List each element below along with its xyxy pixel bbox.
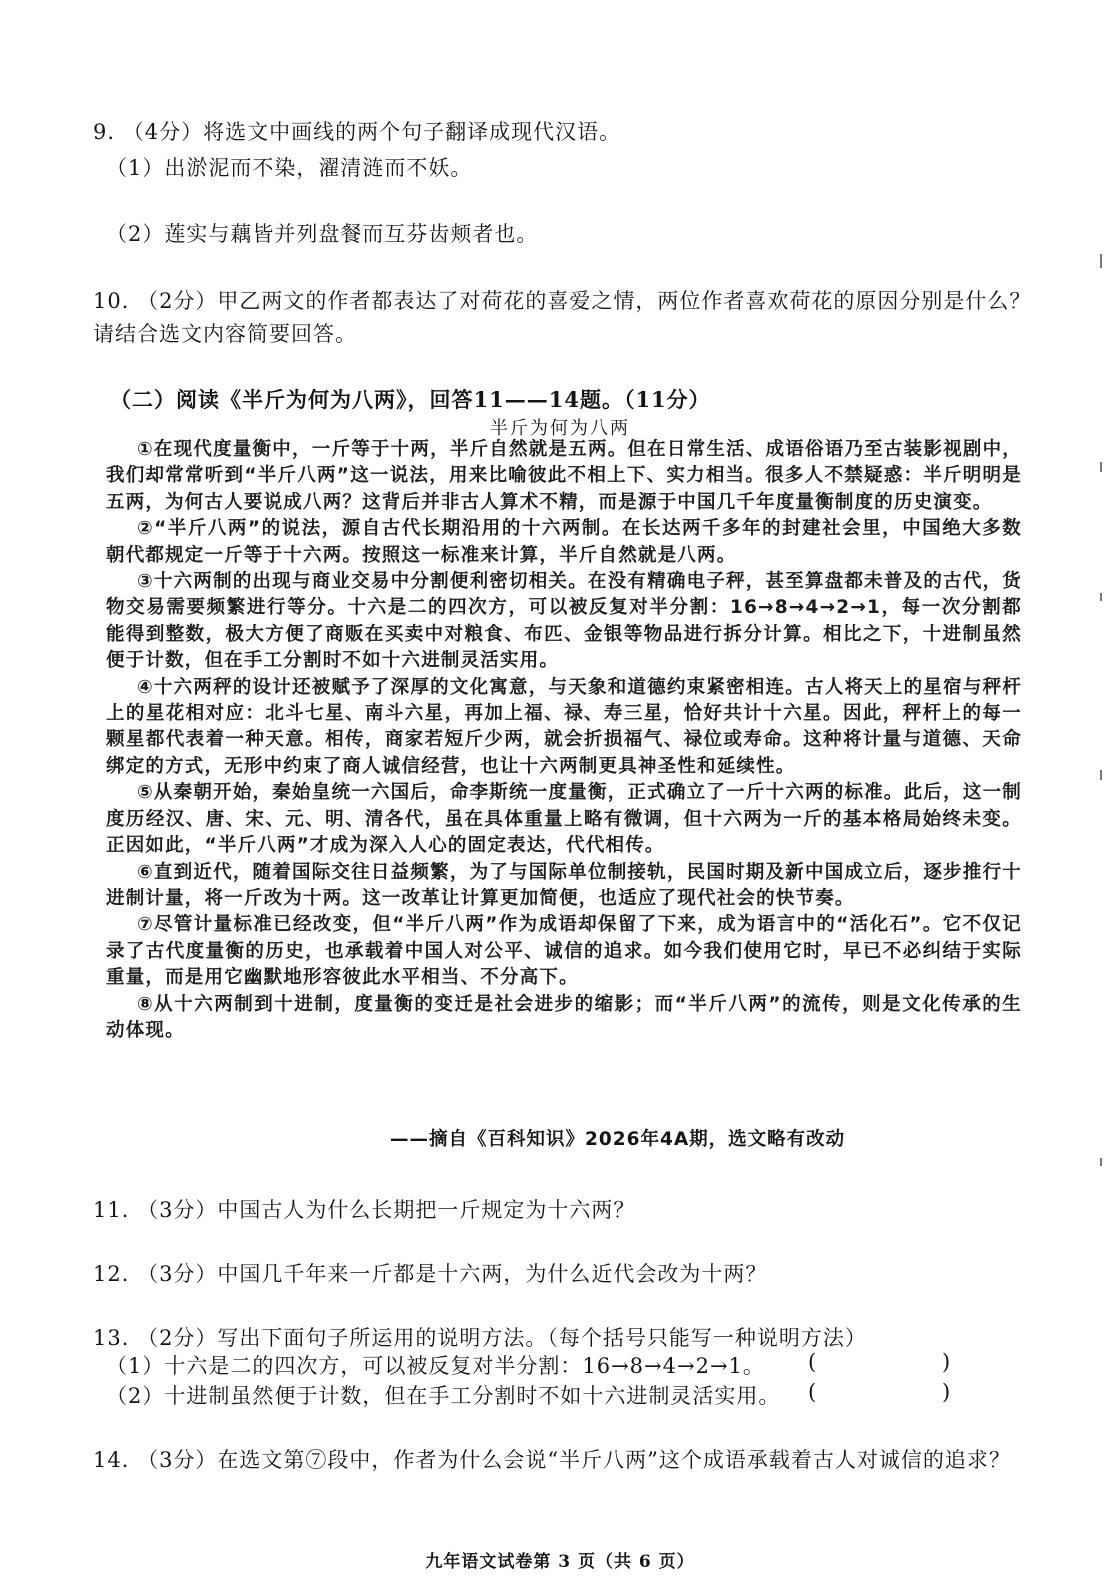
article-paragraph-2: ②“半斤八两”的说法，源自古代长期沿用的十六两制。在长达两千多年的封建社会里，中国绝大多数朝代都规定一斤等于十六两。按照这一标准来计算，半斤自然就是八两。 — [106, 518, 1022, 566]
scan-artifact — [1100, 770, 1102, 780]
answer-bracket-2-close: ) — [942, 1380, 951, 1404]
scan-artifact — [1100, 1158, 1102, 1166]
question-10-line-2: 请结合选文内容简要回答。 — [93, 322, 357, 346]
question-10-line-1: 10. （2分）甲乙两文的作者都表达了对荷花的喜爱之情，两位作者喜欢荷花的原因分别是什么？ — [93, 289, 1032, 313]
article-paragraph-4: ④十六两秤的设计还被赋予了深厚的文化寓意，与天象和道德约束紧密相连。古人将天上的星宿与秤杆上的星花相对应：北斗七星、南斗六星，再加上福、禄、寿三星，恰好共计十六星。因此，秤杆上的每一颗星都代表着一种天意。相传，商家若短斤少两，就会折损福气、禄位或寿命。这种将计量与道德、天命绑定的方式，无形中约束了商人诚信经营，也让十六两制更具神圣性和延续性。 — [106, 676, 1022, 777]
article-paragraph-7: ⑦尽管计量标准已经改变，但“半斤八两”作为成语却保留了下来，成为语言中的“活化石”。它不仅记录了古代度量衡的历史，也承载着中国人对公平、诚信的追求。如今我们使用它时，早已不必纠结于实际重量，而是用它幽默地形容彼此水平相当、不分高下。 — [106, 914, 1022, 989]
article-title: 半斤为何为八两 — [490, 418, 630, 439]
question-9-stem: 9. （4分）将选文中画线的两个句子翻译成现代汉语。 — [93, 120, 622, 144]
article-paragraph-5: ⑤从秦朝开始，秦始皇统一六国后，命李斯统一度量衡，正式确立了一斤十六两的标准。此后，这一制度历经汉、唐、宋、元、明、清各代，虽在具体重量上略有微调，但十六两为一斤的基本格局始终未变。正因如此，“半斤八两”才成为深入人心的固定表达，代代相传。 — [106, 782, 1022, 857]
scan-artifact — [1100, 462, 1102, 472]
question-14: 14. （3分）在选文第⑦段中，作者为什么会说“半斤八两”这个成语承载着古人对诚信的追求？ — [93, 1448, 1011, 1472]
question-9-sub-2: （2）莲实与藕皆并列盘餐而互芬齿颊者也。 — [106, 222, 539, 246]
page-footer: 九年语文试卷第 3 页（共 6 页） — [425, 1552, 695, 1572]
section-2-heading: （二）阅读《半斤为何为八两》，回答11——14题。（11分） — [110, 387, 711, 412]
article-source: ——摘自《百科知识》2026年4A期，选文略有改动 — [390, 1129, 846, 1150]
answer-bracket-1-close: ) — [942, 1350, 951, 1374]
article-paragraph-1: ①在现代度量衡中，一斤等于十两，半斤自然就是五两。但在日常生活、成语俗语乃至古装影视剧中，我们却常常听到“半斤八两”这一说法，用来比喻彼此不相上下、实力相当。很多人不禁疑惑：半斤明明是五两，为何古人要说成八两？这背后并非古人算术不精，而是源于中国几千年度量衡制度的历史演变。 — [106, 439, 1022, 513]
question-13-sub-1: （1）十六是二的四次方，可以被反复对半分割：16→8→4→2→1。 — [106, 1354, 765, 1378]
article-body — [106, 437, 1022, 1044]
question-11: 11. （3分）中国古人为什么长期把一斤规定为十六两？ — [93, 1198, 636, 1222]
answer-bracket-2-open: ( — [808, 1380, 817, 1404]
scan-artifact — [1100, 593, 1102, 601]
scan-artifact — [1100, 254, 1102, 268]
article-paragraph-8: ⑧从十六两制到十进制，度量衡的变迁是社会进步的缩影；而“半斤八两”的流传，则是文化传承的生动体现。 — [106, 993, 1022, 1041]
answer-bracket-1-open: ( — [808, 1350, 817, 1374]
question-13-sub-2: （2）十进制虽然便于计数，但在手工分割时不如十六进制灵活实用。 — [106, 1384, 781, 1408]
article-paragraph-3: ③十六两制的出现与商业交易中分割便利密切相关。在没有精确电子秤，甚至算盘都未普及的古代，货物交易需要频繁进行等分。十六是二的四次方，可以被反复对半分割：16→8→4→2→1，每一次分割都能得到整数，极大方便了商贩在买卖中对粮食、布匹、金银等物品进行拆分计算。相比之下，十进制虽然便于计数，但在手工分割时不如十六进制灵活实用。 — [106, 571, 1022, 672]
question-9-sub-1: （1）出淤泥而不染，濯清涟而不妖。 — [106, 156, 473, 180]
question-12: 12. （3分）中国几千年来一斤都是十六两，为什么近代会改为十两？ — [93, 1262, 768, 1286]
article-paragraph-6: ⑥直到近代，随着国际交往日益频繁，为了与国际单位制接轨，民国时期及新中国成立后，逐步推行十进制计量，将一斤改为十两。这一改革让计算更加简便，也适应了现代社会的快节奏。 — [106, 861, 1022, 909]
question-13-stem: 13. （2分）写出下面句子所运用的说明方法。（每个括号只能写一种说明方法） — [93, 1326, 867, 1350]
